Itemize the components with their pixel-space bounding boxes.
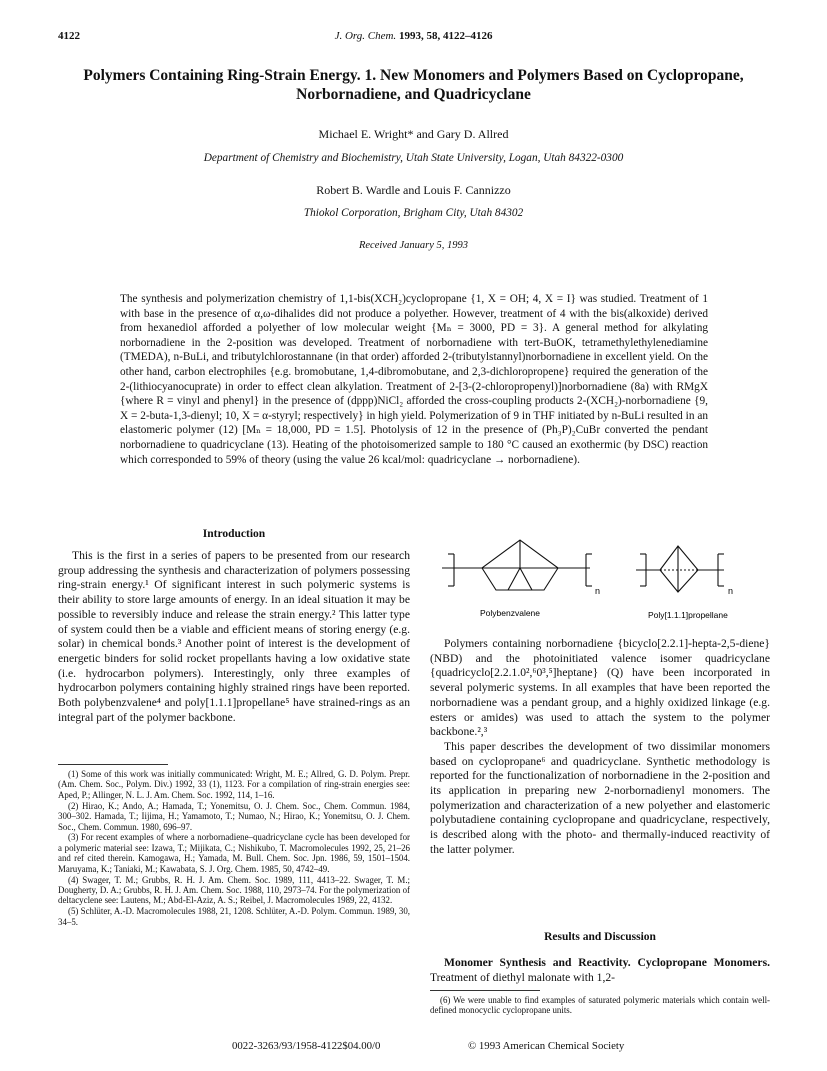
polymer-structures-figure [420, 528, 780, 624]
introduction-text-3: This paper describes the development of two dissimilar monomers based on cyclopropane⁶ and quadricyclane. Synthetic methodology is reported for the functionalization of norbornadiene in the 2-position and its application in preparing new 2-norbornadienyl monomers. The polymerization and characterization of a new polyether and elastomeric polybutadiene containing cyclopropane and quadricyclane, respectively, is described along with the photo- and thermally-induced reactivity of the latter polymer. [430, 739, 770, 856]
authors-group-2: Robert B. Wardle and Louis F. Cannizzo [316, 183, 511, 197]
footer-code: 0022-3263/93/1958-4122$04.00/0 [232, 1040, 381, 1052]
subscript-n-left: n [595, 586, 601, 596]
results-subheading: Monomer Synthesis and Reactivity. Cyclopropane Monomers. [444, 956, 770, 969]
results-paragraph [430, 956, 770, 985]
subscript-n-right: n [728, 586, 734, 596]
figure-label-polybenzvalene: Polybenzvalene [480, 608, 541, 618]
footnote-divider [58, 764, 168, 765]
page-number: 4122 [58, 30, 80, 42]
footnote-5: (5) Schlüter, A.-D. Macromolecules 1988, 21, 1208. Schlüter, A.-D. Polym. Commun. 1989, 30, 34–5. [58, 906, 410, 927]
figure-label-polypropellane: Poly[1.1.1]propellane [648, 610, 728, 620]
introduction-text-2: Polymers containing norbornadiene {bicyclo[2.2.1]-hepta-2,5-diene} (NBD) and the photoinitiated valence isomer quadricyclane {quadricyclo[2.2.1.0²,⁶0³,⁵]heptane} (Q) have been incorporated in several polymeric systems. In all examples that have been reported the norbornadiene was a pendant group, and a highly oxidized linkage (e.g. esters or amides) was used to attach the system to the polymer backbone.²,³ [430, 637, 770, 739]
polypropellane-structure [636, 546, 724, 592]
footnote-6: (6) We were unable to find examples of saturated polymeric materials which contain well-defined monocyclic cyclopropane units. [430, 995, 770, 1016]
affiliation-2: Thiokol Corporation, Brigham City, Utah 84302 [303, 207, 524, 219]
footer-copyright: © 1993 American Chemical Society [468, 1040, 625, 1052]
journal-volume: 1993, 58, 4122–4126 [398, 30, 493, 42]
introduction-paragraph-2 [430, 637, 770, 858]
footnote-divider-right [430, 990, 540, 991]
footnote-4: (4) Swager, T. M.; Grubbs, R. H. J. Am. Chem. Soc. 1989, 111, 4413–22. Swager, T. M.; Dougherty, D. A.; Grubbs, R. H. J. Am. Chem. Soc. 1988, 110, 2973–74. For the polymerization of deltacyclene see: Lautens, M.; Abd-El-Aziz, A. S.; Reibel, J. Macromolecules 1989, 22, 4132. [58, 874, 410, 906]
introduction-text-1: This is the first in a series of papers to be presented from our research group addressing the synthesis and characterization of polymers possessing ring-strain energy.¹ Of significant interest in such polymeric systems is their ability to store large amounts of energy. In an ideal situation it may be possible to reversibly induce and release the strain energy.² This latter type of system could then be a viable and efficient means of storing energy (e.g. solar) in chemical bonds.³ Another point of interest is the development of energetic binders for solid rocket propellants having a low oxidative state (i.e. hydrocarbon polymers). Interestingly, only three examples of hydrocarbon polymers containing highly strained rings have been reported. Both polybenzvalene⁴ and poly[1.1.1]propellane⁵ have strained-rings as an integral part of the polymer backbone. [58, 549, 410, 724]
journal-citation [0, 30, 827, 42]
journal-name: J. Org. Chem. [334, 30, 397, 42]
footnote-1: (1) Some of this work was initially communicated: Wright, M. E.; Allred, G. D. Polym. Prepr. (Am. Chem. Soc., Polym. Div.) 1992, 33 (1), 1123. For a compilation of ring-strain energies see: Aped, P.; Allinger, N. L. J. Am. Chem. Soc. 1992, 114, 1–16. [58, 769, 410, 800]
footnote-2: (2) Hirao, K.; Ando, A.; Hamada, T.; Yonemitsu, O. J. Chem. Soc., Chem. Commun. 1984, 300–302. Hamada, T.; Iijima, H.; Yamamoto, T.; Numao, N.; Hirao, K.; Yonemitsu, O. J. Chem. Soc., Chem. Commun. 1980, 696–97. [58, 800, 410, 832]
authors-group-1: Michael E. Wright* and Gary D. Allred [318, 127, 509, 141]
results-heading: Results and Discussion [544, 931, 656, 943]
introduction-heading: Introduction [202, 528, 266, 540]
footnotes-left [58, 769, 410, 928]
footnote-3: (3) For recent examples of where a norbornadiene–quadricyclane cycle has been developed for a polymeric material see: Izawa, T.; Mijikata, C.; Nishikubo, T. Macromolecules 1992, 25, 21–26 and ref cited therein. Kamogawa, H.; Yamada, M. Bull. Chem. Soc. Jpn. 1986, 59, 1501–1504. Maruyama, K.; Taniaki, M.; Kawabata, S. J. Org. Chem. 1985, 50, 4742–49. [58, 832, 410, 874]
received-date: Received January 5, 1993 [358, 240, 469, 251]
polybenzvalene-structure [442, 540, 592, 590]
affiliation-1: Department of Chemistry and Biochemistry, Utah State University, Logan, Utah 84322-0300 [203, 152, 624, 164]
footnotes-right [430, 995, 770, 1016]
introduction-paragraph-1 [58, 549, 410, 725]
abstract: The synthesis and polymerization chemistry of 1,1-bis(XCH₂)cyclopropane {1, X = OH; 4, X = I} was studied. Treatment of 1 with base in the presence of α,ω-dihalides did not produce a polyether. However, treatment of 4 with the bis(alkoxide) derived from hexanediol afforded a polyether of low molecular weight {Mₙ = 3000, PD = 3}. A general method for alkylating norbornadiene in the 2-position was developed. Treatment of norbornadiene with tert-BuOK, tetramethylethylenediamine (TMEDA), n-BuLi, and tributylchlorostannane (in that order) afforded 2-(tributylstannyl)norbornadiene in excellent yield. On the other hand, carbon electrophiles {e.g. bromobutane, 1,4-dibromobutane, and 2,3-dichloropropene} required the generation of the 2-(lithiocyanocuprate) in order to effect clean alkylation. Treatment of 2-[3-(2-chloropropenyl)]norbornadiene (8a) with RMgX {where R = vinyl and phenyl} in the presence of (dppp)NiCl₂ afforded the cross-coupling products 2-(XCH₂)-norbornadiene {9, X = 2-buta-1,3-dienyl; 10, X = α-styryl; respectively} in high yield. Polymerization of 9 in THF initiated by n-BuLi resulted in an elastomeric polymer (12) [Mₙ = 18,000, PD = 1.5]. Photolysis of 12 in the presence of (Ph₃P)₂CuBr converted the pendant norbornadiene to quadricyclane (13). Heating of the photoisomerized sample to 180 °C caused an exothermic (by DSC) reaction which corresponded to 59% of theory (using the value 26 kcal/mol: quadricyclane → norbornadiene). [120, 293, 708, 466]
results-text: Treatment of diethyl malonate with 1,2- [430, 970, 616, 984]
article-title: Polymers Containing Ring-Strain Energy. 1. New Monomers and Polymers Based on Cyclopropane, Norbornadiene, and Quadricyclane [83, 67, 744, 103]
